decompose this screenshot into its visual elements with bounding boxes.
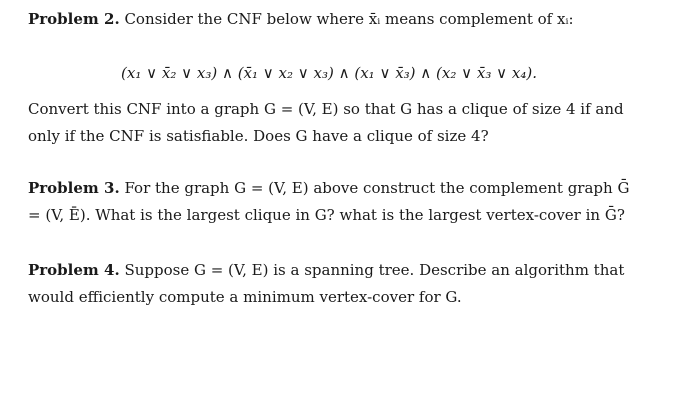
problem-3-heading: Problem 3. — [28, 179, 120, 197]
problem-2-body: Convert this CNF into a graph G = (V, E) so that G has a clique of size 4 if and only if the CNF is satisfiable. Does G have a clique of size 4? — [28, 100, 624, 145]
problem-3 — [28, 175, 640, 229]
problem-2-intro — [28, 6, 640, 33]
problem-2-intro-text: Consider the CNF below where x̄ᵢ means complement of xᵢ: — [124, 10, 574, 28]
problem-4-heading: Problem 4. — [28, 261, 120, 279]
problem-4-text: Suppose G = (V, E) is a spanning tree. Describe an algorithm that would efficiently compute a minimum vertex-cover for G. — [28, 261, 625, 306]
cnf-formula: (x₁ ∨ x̄₂ ∨ x₃) ∧ (x̄₁ ∨ x₂ ∨ x₃) ∧ (x₁ ∨ x̄₃) ∧ (x₂ ∨ x̄₃ ∨ x₄). — [121, 64, 537, 82]
problem-3-text: For the graph G = (V, E) above construct the complement graph Ḡ = (V, Ē). What is the largest clique in G? what is the largest vertex-cover in Ḡ? — [28, 179, 630, 224]
problem-4 — [28, 257, 640, 311]
problem-2-heading: Problem 2. — [28, 10, 120, 28]
